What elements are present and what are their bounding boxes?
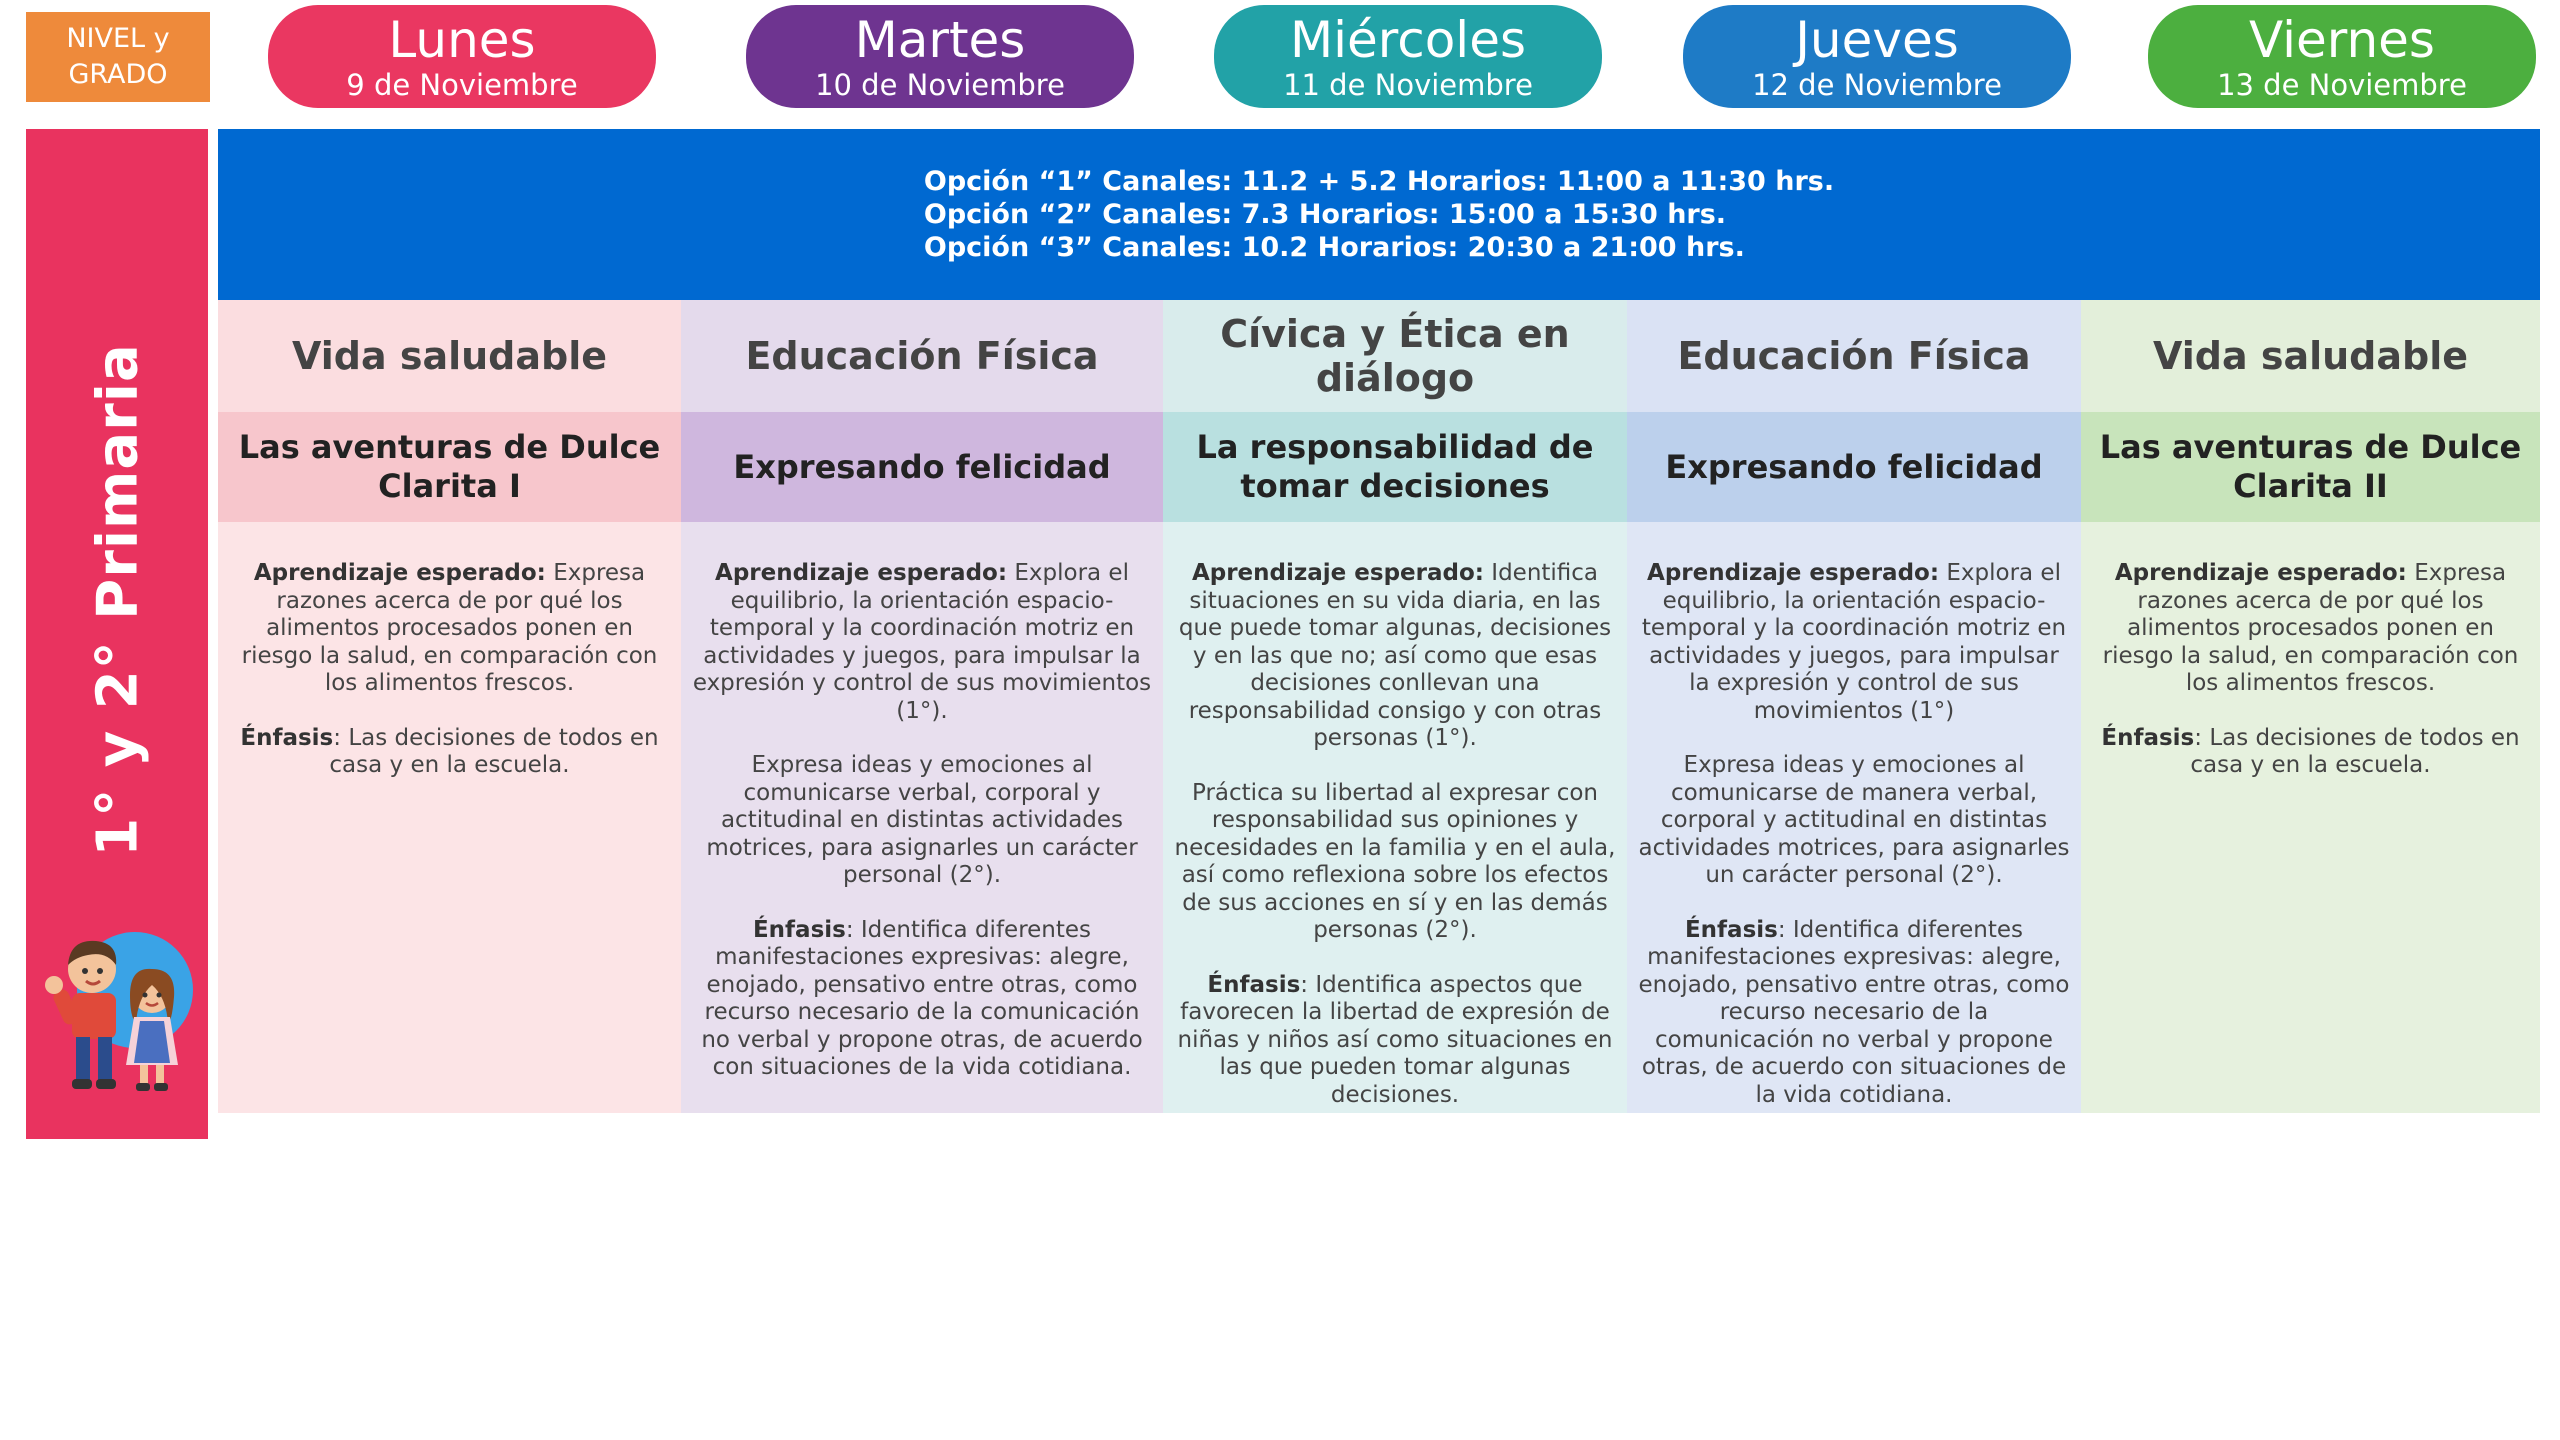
- subject-title: Vida saludable: [2081, 300, 2540, 412]
- nivel-label-line1: NIVEL y: [66, 23, 170, 54]
- day-header-jueves: [1683, 5, 2071, 108]
- day-date: 11 de Noviembre: [1283, 67, 1533, 102]
- aprendizaje-label: Aprendizaje esperado:: [253, 560, 546, 586]
- subject-title: Educación Física: [681, 300, 1163, 412]
- extra-paragraph: Práctica su libertad al expresar con responsabilidad sus opiniones y necesidades en la familia y en el aula, así como reflexiona sobre los efectos de sus acciones en sí y en las demás personas (2°).: [1174, 779, 1616, 943]
- enfasis-label: Énfasis: [752, 916, 846, 943]
- channel-option-2: Opción “2” Canales: 7.3 Horarios: 15:00 a 15:30 hrs.: [923, 199, 1727, 230]
- aprendizaje-text: Expresa razones acerca de por qué los alimentos procesados ponen en riesgo la salud, en comparación con los alimentos frescos.: [241, 560, 658, 696]
- enfasis-paragraph: [691, 917, 1153, 1082]
- day-header-lunes: [268, 5, 656, 108]
- aprendizaje-text: Explora el equilibrio, la orientación espacio-temporal y la coordinación motriz en actividades y juegos, para impulsar la expresión y control de sus movimientos (1°).: [692, 560, 1152, 724]
- description: [681, 560, 1163, 1109]
- aprendizaje-text: Expresa razones acerca de por qué los alimentos procesados ponen en riesgo la salud, en comparación con los alimentos frescos.: [2102, 560, 2519, 696]
- day-name: Viernes: [2249, 10, 2435, 69]
- aprendizaje-label: Aprendizaje esperado:: [1191, 560, 1484, 586]
- subject-title: Cívica y Ética en diálogo: [1163, 300, 1627, 412]
- extra-paragraph: Expresa ideas y emociones al comunicarse verbal, corporal y actitudinal en distintas actividades motrices, para asignarles un carácter personal (2°).: [706, 752, 1138, 888]
- day-date: 10 de Noviembre: [815, 67, 1065, 102]
- aprendizaje-label: Aprendizaje esperado:: [715, 560, 1008, 586]
- column-viernes: [2081, 300, 2540, 1113]
- day-date: 13 de Noviembre: [2217, 67, 2467, 102]
- description: [218, 560, 681, 807]
- channel-option-1: Opción “1” Canales: 11.2 + 5.2 Horarios: 11:00 a 11:30 hrs.: [923, 166, 1835, 197]
- channels-banner: [218, 129, 2540, 300]
- enfasis-paragraph: [228, 725, 671, 780]
- topic-title: Las aventuras de Dulce Clarita II: [2081, 412, 2540, 522]
- enfasis-label: Énfasis: [1684, 916, 1778, 943]
- column-martes: [681, 300, 1163, 1113]
- description: [1627, 560, 2081, 1136]
- column-lunes: [218, 300, 681, 1113]
- aprendizaje-paragraph: [1173, 560, 1617, 753]
- nivel-label-line2: GRADO: [68, 59, 168, 90]
- aprendizaje-text: Identifica situaciones en su vida diaria, en las que puede tomar algunas, decisiones y en las que no; así como que esas decisiones conllevan una responsabilidad consigo y con otras personas (1°).: [1178, 560, 1612, 751]
- day-header-viernes: [2148, 5, 2536, 108]
- enfasis-text: : Identifica aspectos que favorecen la libertad de expresión de niñas y niños así como situaciones en las que pueden tomar algunas decisiones.: [1177, 971, 1613, 1108]
- enfasis-label: Énfasis: [1207, 971, 1301, 998]
- aprendizaje-text: Explora el equilibrio, la orientación espacio-temporal y la coordinación motriz en actividades y juegos, para impulsar la expresión y control de sus movimientos (1°): [1641, 560, 2067, 724]
- topic-title: Las aventuras de Dulce Clarita I: [218, 412, 681, 522]
- topic-title: Expresando felicidad: [1627, 412, 2081, 522]
- topic-title: Expresando felicidad: [681, 412, 1163, 522]
- extra-paragraph: Expresa ideas y emociones al comunicarse de manera verbal, corporal y actitudinal en distintas actividades motrices, para asignarles un carácter personal (2°).: [1638, 752, 2070, 888]
- column-miercoles: [1163, 300, 1627, 1113]
- enfasis-paragraph: [1173, 972, 1617, 1110]
- day-name: Lunes: [388, 10, 536, 69]
- subject-title: Educación Física: [1627, 300, 2081, 412]
- nivel-grado-label: [26, 12, 210, 102]
- day-header-miercoles: [1214, 5, 1602, 108]
- enfasis-paragraph: [2091, 725, 2530, 780]
- aprendizaje-label: Aprendizaje esperado:: [2114, 560, 2407, 586]
- enfasis-paragraph: [1637, 917, 2071, 1110]
- enfasis-label: Énfasis: [240, 724, 334, 751]
- description: [1163, 560, 1627, 1136]
- description: [2081, 560, 2540, 807]
- day-name: Miércoles: [1289, 10, 1527, 69]
- aprendizaje-paragraph: [1637, 560, 2071, 725]
- day-name: Jueves: [1795, 10, 1959, 69]
- channel-option-3: Opción “3” Canales: 10.2 Horarios: 20:30 a 21:00 hrs.: [923, 232, 1745, 263]
- topic-title: La responsabilidad de tomar decisiones: [1163, 412, 1627, 522]
- enfasis-text: : Identifica diferentes manifestaciones expresivas: alegre, enojado, pensativo entre otras, como recurso necesario de la comunicación no verbal y propone otras, de acuerdo con situaciones de la vida cotidiana.: [1638, 916, 2070, 1108]
- aprendizaje-paragraph: [691, 560, 1153, 725]
- grade-label: 1° y 2° Primaria: [85, 343, 151, 857]
- enfasis-text: : Las decisiones de todos en casa y en la escuela.: [329, 724, 659, 778]
- aprendizaje-label: Aprendizaje esperado:: [1647, 560, 1940, 586]
- subject-title: Vida saludable: [218, 300, 681, 412]
- day-header-martes: [746, 5, 1134, 108]
- enfasis-text: : Identifica diferentes manifestaciones expresivas: alegre, enojado, pensativo entre otras, como recurso necesario de la comunicación no verbal y propone otras, de acuerdo con situaciones de la vida cotidiana.: [701, 916, 1143, 1080]
- enfasis-text: : Las decisiones de todos en casa y en la escuela.: [2190, 724, 2520, 778]
- aprendizaje-paragraph: [228, 560, 671, 698]
- aprendizaje-paragraph: [2091, 560, 2530, 698]
- enfasis-label: Énfasis: [2101, 724, 2195, 751]
- column-jueves: [1627, 300, 2081, 1113]
- day-name: Martes: [854, 10, 1026, 69]
- day-date: 9 de Noviembre: [346, 67, 578, 102]
- kids-illustration: [40, 925, 200, 1095]
- day-date: 12 de Noviembre: [1752, 67, 2002, 102]
